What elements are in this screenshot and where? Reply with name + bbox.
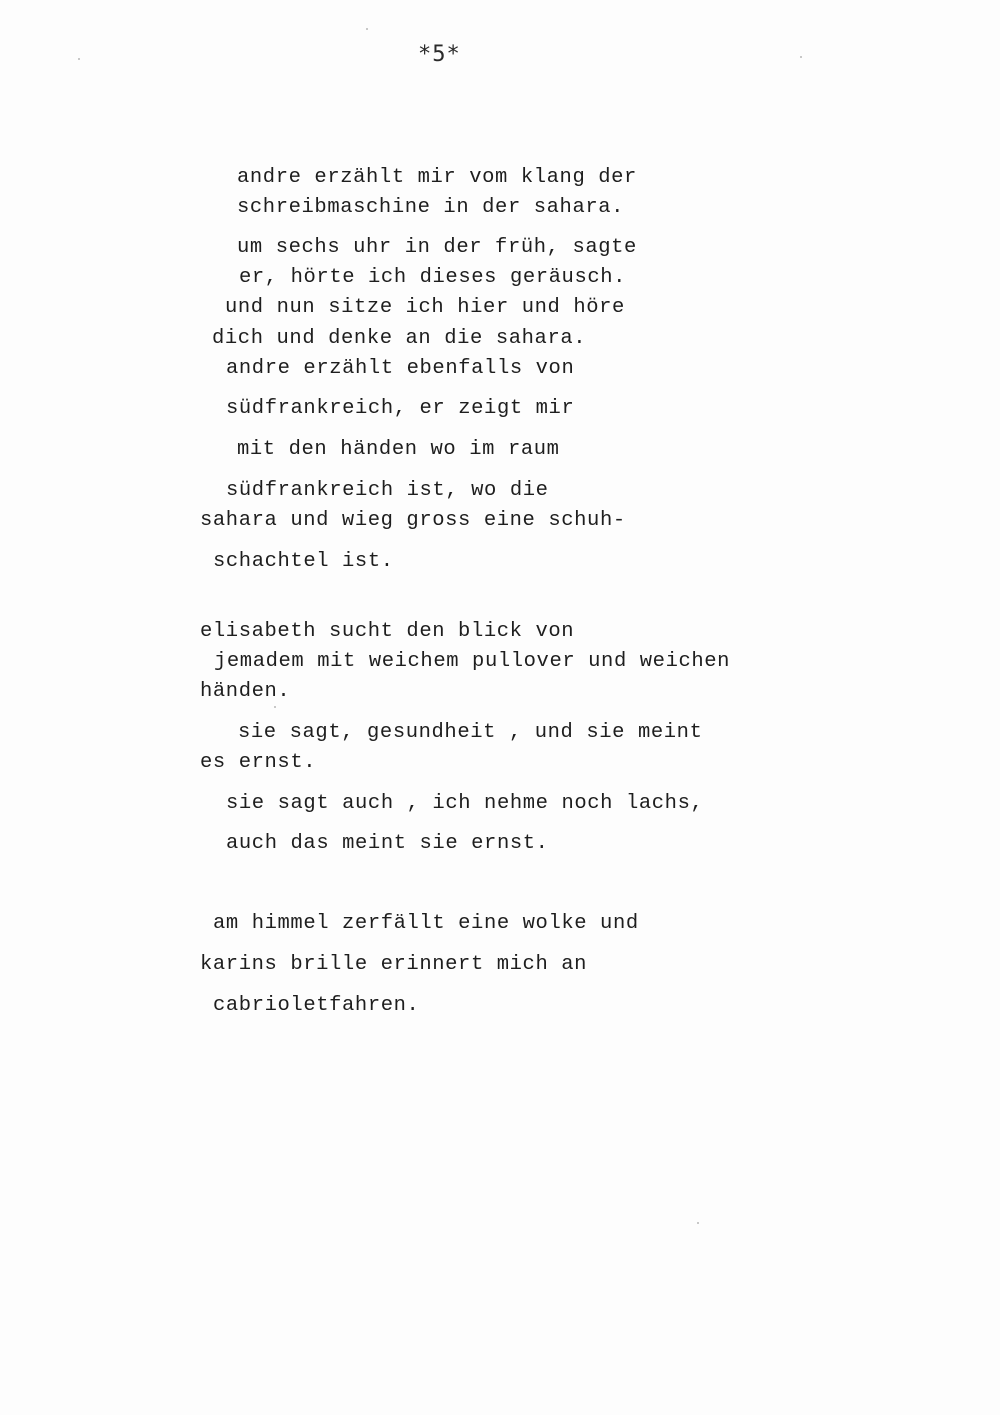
poem-line: südfrankreich ist, wo die (226, 479, 549, 502)
poem-line: schachtel ist. (213, 550, 394, 573)
poem-line: schreibmaschine in der sahara. (237, 196, 625, 219)
poem-line: händen. (200, 680, 291, 703)
paper-speck (274, 706, 276, 708)
page-number: *5* (418, 42, 461, 67)
paper-speck (366, 28, 368, 30)
poem-line: dich und denke an die sahara. (212, 327, 587, 350)
poem-line: am himmel zerfällt eine wolke und (213, 912, 639, 935)
poem-line: karins brille erinnert mich an (200, 953, 588, 976)
paper-speck (800, 56, 802, 58)
poem-line: mit den händen wo im raum (237, 438, 560, 461)
paper-speck (78, 58, 80, 60)
poem-line: andre erzählt mir vom klang der (237, 166, 637, 189)
poem-line: jemadem mit weichem pullover und weichen (214, 650, 731, 673)
poem-line: elisabeth sucht den blick von (200, 620, 575, 643)
poem-line: südfrankreich, er zeigt mir (226, 397, 575, 420)
paper-speck (697, 1222, 699, 1224)
poem-line: cabrioletfahren. (213, 994, 420, 1017)
poem-line: er, hörte ich dieses geräusch. (239, 266, 627, 289)
poem-line: sie sagt auch , ich nehme noch lachs, (226, 792, 704, 815)
poem-line: sie sagt, gesundheit , und sie meint (238, 721, 703, 744)
poem-line: auch das meint sie ernst. (226, 832, 549, 855)
poem-line: um sechs uhr in der früh, sagte (237, 236, 637, 259)
poem-line: sahara und wieg gross eine schuh- (200, 509, 626, 532)
poem-line: und nun sitze ich hier und höre (225, 296, 625, 319)
poem-line: es ernst. (200, 751, 317, 774)
poem-line: andre erzählt ebenfalls von (226, 357, 575, 380)
